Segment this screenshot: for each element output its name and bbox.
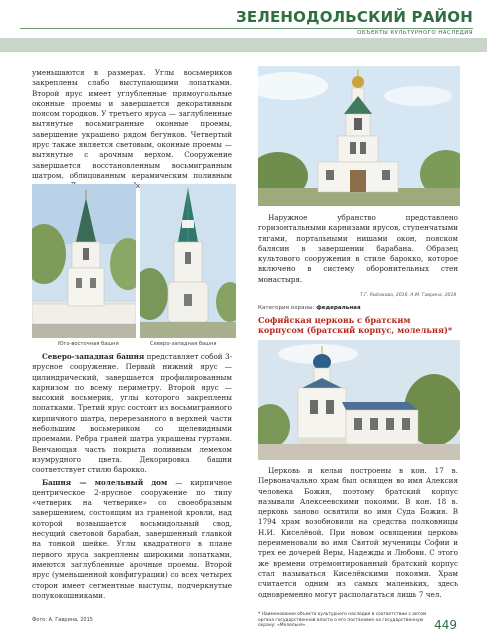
left-column-top-text — [32, 68, 232, 202]
body-paragraph: Наружное убранство представлено горизонтальными карнизами ярусов, ступенчатыми тягами, портальными нишами окон, пояском балясин в завершении барабана. Образец культового сооружения в стиле барокко, которое включено в систему оборонительных стен монастыря. — [258, 213, 458, 284]
paragraph-text: представляет собой 3-ярусное сооружение. Первый нижний ярус — цилиндрический, завершается профилированным карнизом по всему периметру. Второй ярус — высокий восьмерик, углы которого закреплены лопатками. Третий ярус состоит из восьмигранного кирпичного шатра, перерезанного в верхней части небольшим восьмериком со щелевидными проемами. Ребра граней шатра украшены гуртами. Венчающая часть покрыта поливным лемехом изумрудного цвета. Декорировка башни соответствует стилю барокко. — [32, 352, 233, 475]
section-subtitle: ОБЪЕКТЫ КУЛЬТУРНОГО НАСЛЕДИЯ — [357, 30, 473, 36]
belltower-photo — [258, 66, 460, 206]
left-column-bottom-text — [32, 352, 232, 603]
body-paragraph — [32, 478, 232, 602]
category-label: Категория охраны: — [258, 305, 317, 311]
section-title: ЗЕЛЕНОДОЛЬСКИЙ РАЙОН — [236, 8, 473, 26]
church-photo — [258, 340, 460, 460]
term-bold: Северо-западная башня — [42, 352, 145, 361]
footnote — [258, 612, 433, 629]
protection-category — [258, 305, 361, 311]
tower-photo-southeast — [32, 184, 136, 338]
authors-credit: Т.Г. Рыбакова, 2016, А.М. Гаврина, 2018 — [360, 293, 457, 298]
footnote-text: Наименование объекта культурного наследия в соответствии с актом органа государственной власти о его постановке на государственную охрану: «Молельня». — [258, 612, 427, 629]
header-divider — [20, 28, 473, 29]
header-color-bar — [0, 38, 487, 52]
object-heading: Софийская церковь с братским корпусом (братский корпус, молельня)* — [258, 315, 453, 335]
page-number: 449 — [434, 618, 457, 632]
photo-caption: Северо-западная башня — [150, 341, 217, 347]
term-bold: Башня — молельный дом — [42, 477, 168, 487]
photo-caption: Юго-восточная башня — [58, 341, 119, 347]
body-paragraph: Церковь и кельи построены в кон. 17 в. Первоначально храм был освящен во имя Алексия человека Божия, поэтому братский корпус называли Алексеевскими покоями. В кон. 18 в. церковь заново освятили во имя Суда Божия. В 1794 храм возобновили на средства полковницы Н.И. Киселёвой. При новом освящении церковь переименовали во имя Святой мученицы Софии и трех ее дочерей Веры, Надежды и Любови. С этого же времени отремонтированный братский корпус стал называться Киселёвскими покоями. Храм считается одним из самых маленьких, здесь одновременно могут располагаться лишь 7 чел. — [258, 466, 458, 599]
body-paragraph — [32, 352, 232, 476]
right-column-description — [258, 213, 458, 285]
photo-credit: Фото: А. Гаврина, 2015 — [32, 617, 93, 623]
body-paragraph: уменьшаются в размерах. Углы восьмериков закреплены слабо выступающими лопатками. Второй ярус имеет углубленные прямоугольные оконные проемы и завершается декоративным поясом городков. У третьего яруса — заглубленные вытянутые восьмигранные оконные проемы, завершение украшено рядом бегунков. Четвертый ярус также является световым, оконные проемы — вытянутые с арочным верхом. Сооружение завершается восстановленным восьмигранным шатром, облицованным керамическим поливным — [32, 68, 232, 180]
paragraph-text: — кирпичное центрическое 2-ярусное сооружение по типу «четверик на четверике» со своеобразным завершением, состоящим из граненой кровли, над которой возвышается восьмидольный свод, несущий световой барабан, завершенный главкой на тонкой шейке. Углы квадратного в плане первого яруса закреплены широкими лопатками, имеются заглубленные арочные проемы. Второй ярус (уменьшенной конфигурации) со всех четырех сторон имеет сегментные выступы, подчеркнутые полукокошниками. — [32, 477, 232, 600]
footnote-marker: * — [258, 612, 261, 617]
category-value: федеральная — [316, 305, 361, 311]
tower-photo-northwest — [140, 184, 236, 338]
right-column-history-text — [258, 466, 458, 600]
